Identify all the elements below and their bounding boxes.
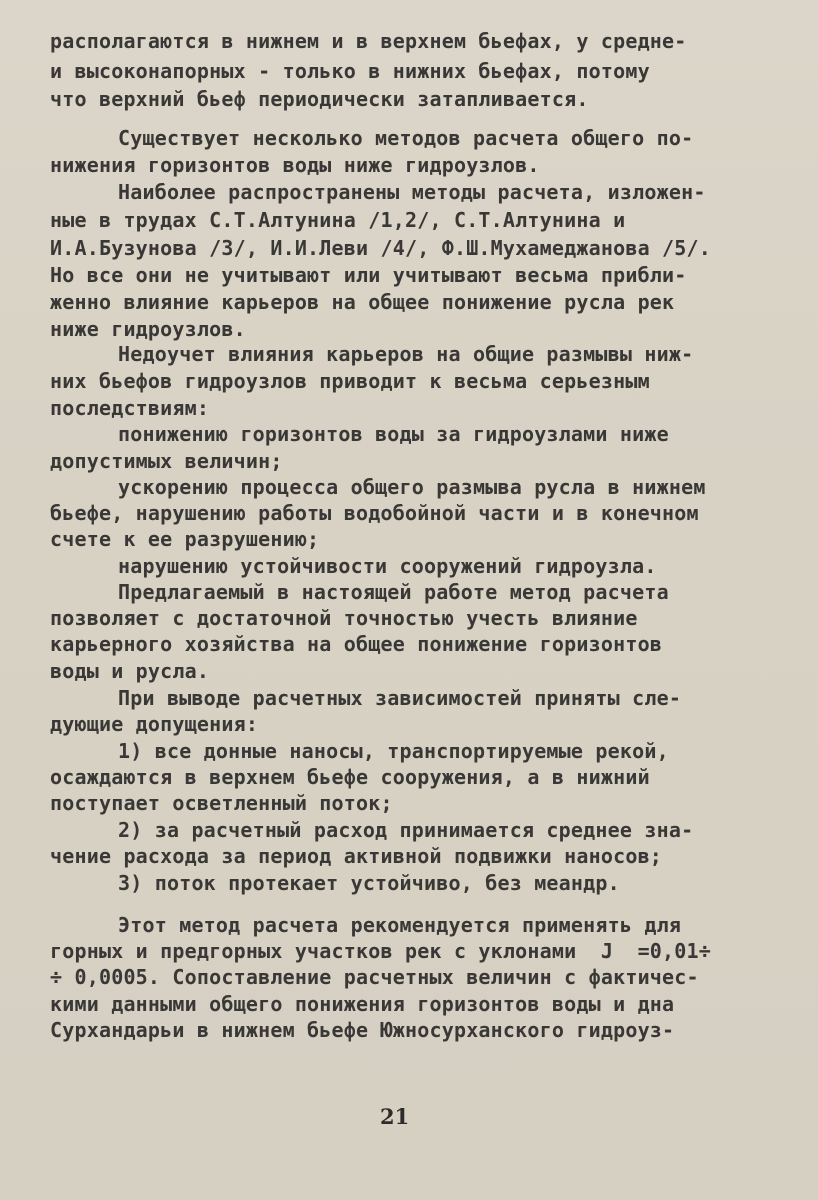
text-line: 2) за расчетный расход принимается среднее зна- [118, 818, 694, 842]
text-line: Существует несколько методов расчета общего по- [118, 126, 694, 150]
text-line: поступает осветленный поток; [50, 791, 393, 815]
text-line: И.А.Бузунова /3/, И.И.Леви /4/, Ф.Ш.Мухамеджанова /5/. [50, 236, 712, 260]
text-line: Недоучет влияния карьеров на общие размывы ниж- [118, 342, 694, 366]
text-line: воды и русла. [50, 659, 210, 683]
text-line: ÷ 0,0005. Сопоставление расчетных величин с фактичес- [50, 965, 699, 989]
text-line: дующие допущения: [50, 712, 259, 736]
text-line: располагаются в нижнем и в верхнем бьефах, у средне- [50, 29, 687, 53]
text-line: Этот метод расчета рекомендуется применять для [118, 913, 682, 937]
page-number: 21 [380, 1104, 410, 1129]
text-line: и высоконапорных - только в нижних бьефах, потому [50, 59, 650, 83]
text-line: карьерного хозяйства на общее понижение горизонтов [50, 632, 663, 656]
text-line: нижения горизонтов воды ниже гидроузлов. [50, 153, 540, 177]
text-line: понижению горизонтов воды за гидроузлами ниже [118, 422, 669, 446]
text-line: бьефе, нарушению работы водобойной части и в конечном [50, 501, 699, 525]
text-line: ускорению процесса общего размыва русла в нижнем [118, 475, 706, 499]
text-line: последствиям: [50, 396, 210, 420]
text-line: 1) все донные наносы, транспортируемые рекой, [118, 739, 669, 763]
text-line: Но все они не учитывают или учитывают весьма прибли- [50, 263, 687, 287]
text-line: ные в трудах С.Т.Алтунина /1,2/, С.Т.Алтунина и [50, 208, 626, 232]
text-line: Сурхандарьи в нижнем бьефе Южносурханского гидроуз- [50, 1018, 675, 1042]
text-line: женно влияние карьеров на общее понижение русла рек [50, 290, 675, 314]
text-line: кими данными общего понижения горизонтов воды и дна [50, 992, 675, 1016]
text-line: нарушению устойчивости сооружений гидроузла. [118, 554, 657, 578]
text-line: счете к ее разрушению; [50, 527, 320, 551]
text-line: позволяет с достаточной точностью учесть влияние [50, 606, 638, 630]
text-line: них бьефов гидроузлов приводит к весьма серьезным [50, 369, 650, 393]
text-line: Наиболее распространены методы расчета, изложен- [118, 180, 706, 204]
text-line: 3) поток протекает устойчиво, без меандр. [118, 871, 620, 895]
text-line: ниже гидроузлов. [50, 317, 246, 341]
text-line: допустимых величин; [50, 449, 283, 473]
text-line: осаждаются в верхнем бьефе сооружения, а в нижний [50, 765, 650, 789]
text-line: При выводе расчетных зависимостей приняты сле- [118, 686, 682, 710]
text-line: Предлагаемый в настоящей работе метод расчета [118, 580, 669, 604]
text-line: горных и предгорных участков рек с уклонами J =0,01÷ [50, 939, 712, 963]
text-line: чение расхода за период активной подвижки наносов; [50, 844, 663, 868]
text-line: что верхний бьеф периодически затапливается. [50, 87, 589, 111]
